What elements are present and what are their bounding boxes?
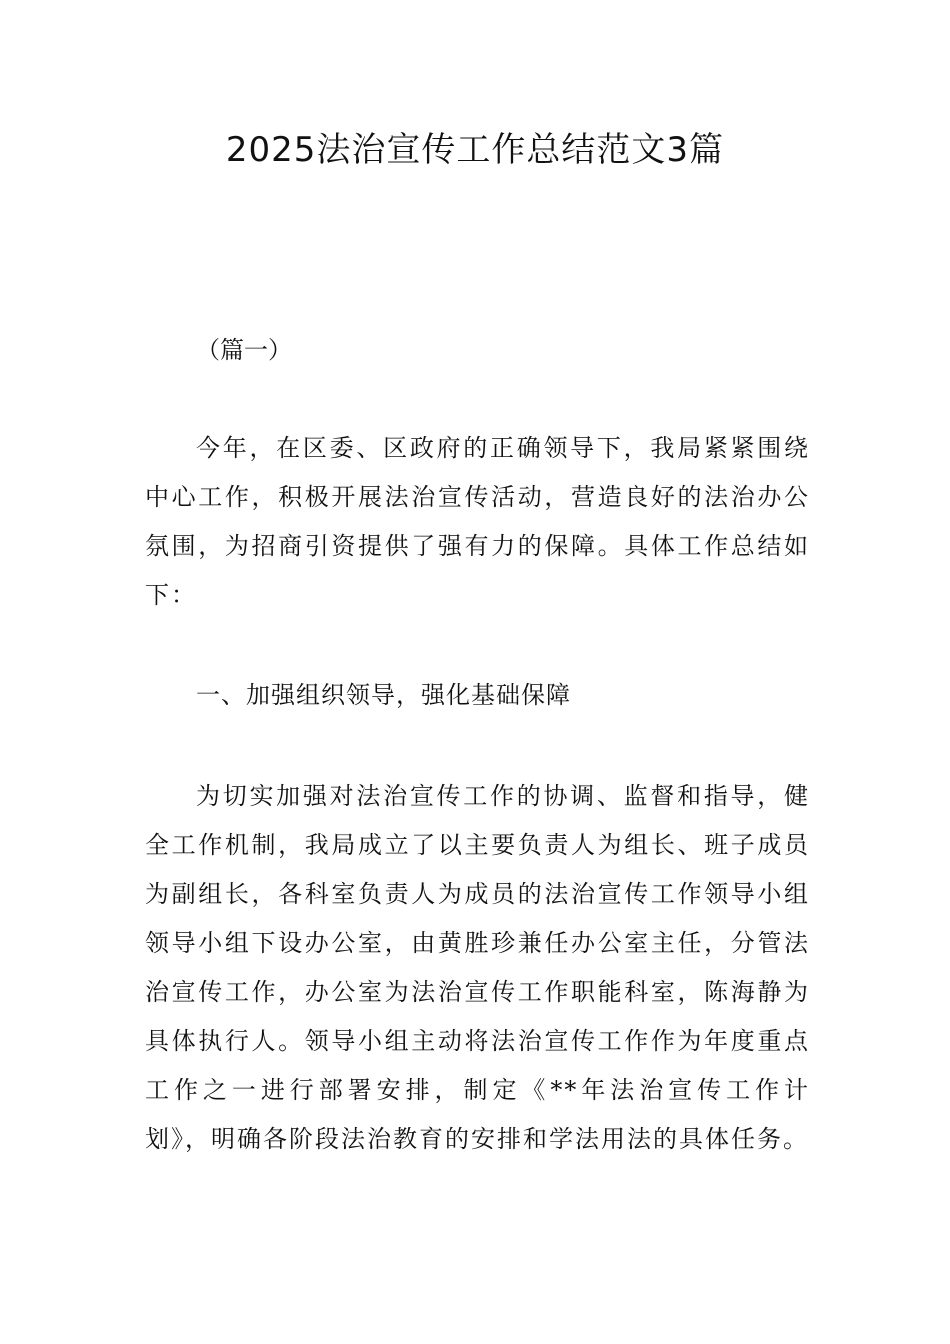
body-paragraph: 为切实加强对法治宣传工作的协调、监督和指导，健全工作机制，我局成立了以主要负责人为组长、班子成员为副组长，各科室负责人为成员的法治宣传工作领导小组领导小组下设办公室，由黄胜珍兼任办公室主任，分管法治宣传工作，办公室为法治宣传工作职能科室，陈海静为具体执行人。领导小组主动将法治宣传工作作为年度重点工作之一进行部署安排，制定《**年法治宣传工作计划》，明确各阶段法治教育的安排和学法用法的具体任务。: [145, 782, 810, 1153]
section-heading: 一、加强组织领导，强化基础保障: [196, 681, 571, 709]
section-label: （篇一）: [196, 336, 292, 364]
document-title: 2025法治宣传工作总结范文3篇: [225, 130, 725, 170]
intro-paragraph: 今年，在区委、区政府的正确领导下，我局紧紧围绕中心工作，积极开展法治宣传活动，营造良好的法治办公氛围，为招商引资提供了强有力的保障。具体工作总结如下：: [145, 434, 810, 609]
